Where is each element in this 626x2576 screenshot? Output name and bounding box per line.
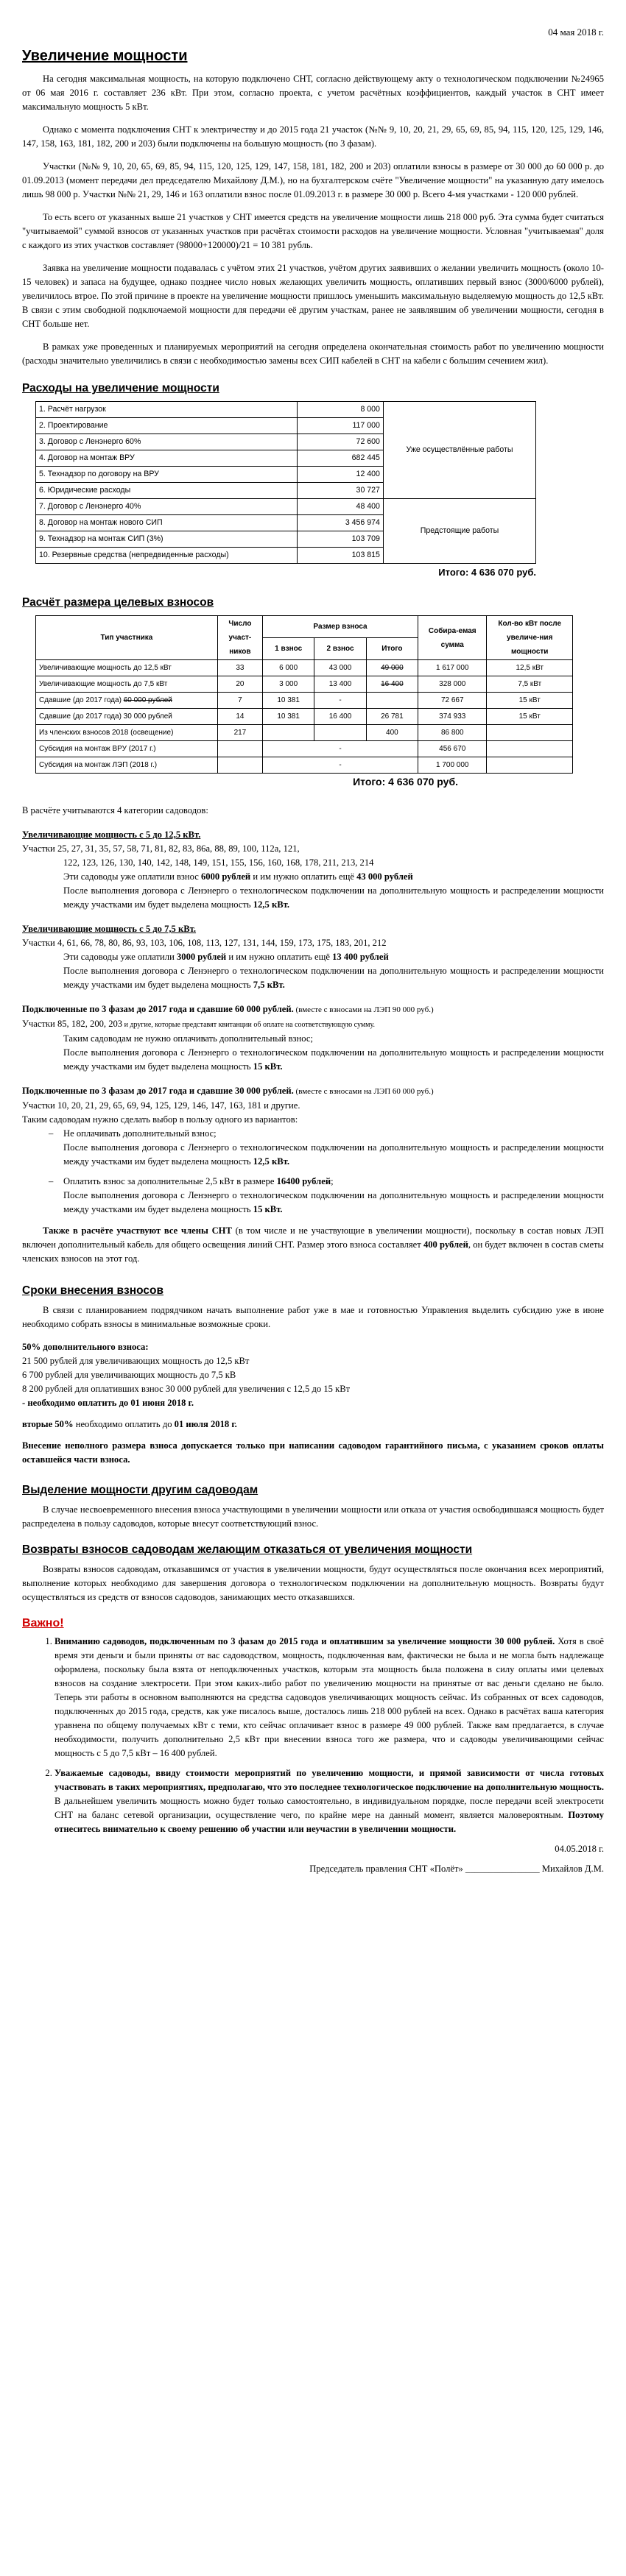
refund-paragraph: Возвраты взносов садоводам, отказавшимся от участия в увеличении мощности, будут осуществляться после окончания всех мероприятий, выполнение которых необходимо для завершения договора о технологическом подключении на дополнительную мощность. Возвраты будут осуществляться из средств от взносов садоводов, занимающих место отказавшихся. [22,1564,604,1602]
expense-value: 72 600 [297,434,383,450]
intro-paragraph-2: Однако с момента подключения СНТ к электричеству и до 2015 года 21 участок (№№ 9, 10, 20, 21, 29, 65, 69, 85, 94, 115, 120, 125, 129, 146, 147, 158, 163, 181, 182, 200 и 203) были подключены на большую мощность (по 3 фазам). [22,124,604,149]
fee-second [314,725,366,741]
col-kw: Кол-во кВт после увеличе-ния мощности [487,616,573,660]
fee-type: Сдавшие (до 2017 года) 30 000 рублей [36,709,218,725]
document-date: 04 мая 2018 г. [548,26,604,38]
fees-row [36,757,573,774]
fee-kw: 7,5 кВт [487,676,573,693]
expense-name: 8. Договор на монтаж нового СИП [36,515,298,531]
expense-value: 103 709 [297,531,383,548]
important-list [22,1635,604,1836]
fee-total: 400 [366,725,418,741]
expenses-total-value: 4 636 070 руб. [471,567,536,578]
expense-value: 117 000 [297,418,383,434]
fee-collected: 1 617 000 [418,660,487,676]
fee-kw: 15 кВт [487,693,573,709]
refund-heading: Возвраты взносов садоводам желающим отказаться от увеличения мощности [22,1543,473,1556]
category-2-after: После выполнения договора с Ленэнерго о технологическом подключении на дополнительную мощность и распределении мощности между участками им будет выделена мощность 7,5 кВт. [63,966,604,990]
fee-total: 49 000 [366,660,418,676]
fees-row [36,660,573,676]
fee-first: 3 000 [262,676,314,693]
expense-name: 4. Договор на монтаж ВРУ [36,450,298,467]
expense-name: 9. Технадзор на монтаж СИП (3%) [36,531,298,548]
fee-second: 16 400 [314,709,366,725]
intro-paragraph-6: В рамках уже проведенных и планируемых мероприятий на сегодня определена окончательная стоимость работ по увеличению мощности (расходы значительно увеличились в связи с необходимостью замены всех СИП кабелей в СНТ на кабели с большим сечением жил). [22,342,604,366]
fees-total-label: Итого: [353,776,386,788]
fee-first: 10 381 [262,693,314,709]
categories-section [22,804,604,1266]
expense-value: 48 400 [297,499,383,515]
intro-paragraph-5: Заявка на увеличение мощности подавалась с учётом этих 21 участков, учётом других заявивших о желании увеличить мощность (около 10-15 человек) и запаса на будущее, однако позднее число новых желающих увеличить мощность, оплативших первый взнос (3000/6000 рублей), увеличилось втрое. По этой причине в проекте на увеличение мощности пришлось уменьшить максимальную выделяемую мощность до 12,5 кВт. В связи с этим свободной подключаемой мощности для передачи её другим участкам, ранее не заявлявшим об увеличении мощности, сегодня в СНТ больше нет. [22,263,604,329]
deadlines-line-4: - необходимо оплатить до 01 июня 2018 г. [22,1398,194,1408]
fee-type: Увеличивающие мощность до 12,5 кВт [36,660,218,676]
intro-paragraph-3: Участки (№№ 9, 10, 20, 65, 69, 85, 94, 115, 120, 125, 129, 147, 158, 181, 182, 200 и 203) оплатили взносы в размере от 30 000 до 60 000 р. до 01.09.2013 (момент передачи дел председателю Михайлову Д.М.), но на бухгалтерском счёте "Увеличение мощности" на указанную дату имелось лишь 98 000 р. Участки №№ 21, 29, 146 и 163 оплатили взнос после 01.09.2013 г. в размере 30 000 р. Всего 4-мя участками - 120 000 рублей. [22,161,604,199]
category-1-paid: Эти садоводы уже оплатили взнос 6000 рублей и им нужно оплатить ещё 43 000 рублей [63,871,413,882]
expenses-table [35,401,536,564]
fees-row [36,693,573,709]
fee-kw [487,725,573,741]
category-3-after: После выполнения договора с Ленэнерго о технологическом подключении на дополнительную мощность и распределении мощности между участками им будет выделена мощность 15 кВт. [63,1047,604,1072]
fees-total [22,775,458,789]
expense-name: 1. Расчёт нагрузок [36,402,298,418]
category-1-after: После выполнения договора с Ленэнерго о технологическом подключении на дополнительную мощность и распределении мощности между участками им будет выделена мощность 12,5 кВт. [63,885,604,910]
fee-count: 14 [217,709,262,725]
category-2-plots: Участки 4, 61, 66, 78, 80, 86, 93, 103, 106, 108, 113, 127, 131, 144, 159, 173, 175, 183, 201, 212 [22,938,387,948]
fee-type: Сдавшие (до 2017 года) 60 000 рублей [36,693,218,709]
category-4-option-2: – Оплатить взнос за дополнительные 2,5 кВт в размере 16400 рублей; [22,1175,604,1189]
allocation-paragraph: В случае несвоевременного внесения взноса участвующими в увеличении мощности или отказа от участия освободившаяся мощность будет распределена в пользу садоводов, которые внесут соответствующий взнос. [22,1504,604,1529]
fee-first [262,725,314,741]
category-1-plots-cont: 122, 123, 126, 130, 140, 142, 148, 149, 151, 155, 156, 160, 168, 178, 211, 213, 214 [63,857,374,868]
category-3-title: Подключенные по 3 фазам до 2017 года и сдавшие 60 000 рублей. (вместе с взносами на ЛЭП 90 000 руб.) [22,1004,434,1014]
category-1-title: Увеличивающие мощность с 5 до 12,5 кВт. [22,829,201,840]
fee-second: 43 000 [314,660,366,676]
fee-collected: 86 800 [418,725,487,741]
fee-size-merged: - [262,741,418,757]
fee-kw [487,757,573,774]
expenses-total-label: Итого: [438,567,469,578]
category-4-plots: Участки 10, 20, 21, 29, 65, 69, 94, 125, 129, 146, 147, 163, 181 и другие. [22,1100,300,1111]
deadlines-half: 50% дополнительного взноса: [22,1342,149,1352]
category-1-plots: Участки 25, 27, 31, 35, 57, 58, 71, 81, 82, 83, 86а, 88, 89, 100, 112а, 121, [22,843,300,854]
col-collected: Собира-емая сумма [418,616,487,660]
expenses-row [36,499,536,515]
expenses-group-done: Уже осуществлённые работы [383,402,535,499]
expense-value: 3 456 974 [297,515,383,531]
fee-second: 13 400 [314,676,366,693]
category-3-line-1: Таким садоводам не нужно оплачивать дополнительный взнос; [63,1033,313,1044]
category-4-option-1-after: После выполнения договора с Ленэнерго о технологическом подключении на дополнительную мощность и распределении мощности между участками им будет выделена мощность 12,5 кВт. [63,1142,604,1167]
fee-first: 6 000 [262,660,314,676]
deadlines-paragraph: В связи с планированием подрядчиком начать выполнение работ уже в мае и готовностью Управления выделить субсидию уже в июне необходимо собрать взносы в минимальные возможные сроки. [22,1305,604,1329]
fee-collected: 72 667 [418,693,487,709]
fee-collected: 374 933 [418,709,487,725]
col-total: Итого [366,638,418,660]
fee-count [217,757,262,774]
expenses-total [22,565,536,579]
signature-line: Председатель правления СНТ «Полёт» ________________ Михайлов Д.М. [309,1864,604,1874]
fee-type: Субсидия на монтаж ВРУ (2017 г.) [36,741,218,757]
fee-count: 33 [217,660,262,676]
fee-collected: 328 000 [418,676,487,693]
fee-count: 7 [217,693,262,709]
expense-value: 682 445 [297,450,383,467]
fee-collected: 456 670 [418,741,487,757]
col-fee1: 1 взнос [262,638,314,660]
expenses-row [36,402,536,418]
important-note-2: 2. Уважаемые садоводы, ввиду стоимости мероприятий по увеличению мощности, и прямой зависимости от числа готовых участвовать в таких мероприятиях, предполагаю, что это последнее технологическое подключение на дополнительную мощность. В дальнейшем увеличить мощность можно будет только самостоятельно, в индивидуальном порядке, после передачи всей электросети СНТ на баланс сетевой организации, осуществление чего, по крайне мере на данный момент, является маловероятным. Поэтому отнеситесь внимательно к своему решению об участии или неучастии в увеличении мощности. [54,1766,604,1836]
deadlines-line-2: 6 700 рублей для увеличивающих мощность до 7,5 кВ [22,1370,236,1380]
fee-kw [487,741,573,757]
intro-paragraph-1: На сегодня максимальная мощность, на которую подключено СНТ, согласно действующему акту о технологическом подключении №24965 от 06 мая 2016 г. составляет 236 кВт. При этом, согласно проекта, с учетом расчётных коэффициентов, каждый участок в СНТ имеет максимальную мощность 5 кВт. [22,74,604,112]
allocation-heading: Выделение мощности другим садоводам [22,1484,259,1496]
expense-name: 6. Юридические расходы [36,483,298,499]
fees-total-value: 4 636 070 руб. [388,776,458,788]
category-2-title: Увеличивающие мощность с 5 до 7,5 кВт. [22,924,197,934]
fees-row [36,676,573,693]
document-page [22,0,604,1876]
fees-row [36,725,573,741]
deadlines-line-1: 21 500 рублей для увеличивающих мощность до 12,5 кВт [22,1356,250,1366]
category-4-option-2-after: После выполнения договора с Ленэнерго о технологическом подключении на дополнительную мощность и распределении мощности между участками им будет выделена мощность 15 кВт. [63,1190,604,1214]
fee-size-merged: - [262,757,418,774]
deadlines-second: вторые 50% необходимо оплатить до 01 июля 2018 г. [22,1419,237,1429]
expense-value: 30 727 [297,483,383,499]
fees-row [36,709,573,725]
col-size: Размер взноса [262,616,418,638]
category-3-plots: Участки 85, 182, 200, 203 и другие, которые представят квитанции об оплате на соответствующую сумму. [22,1019,376,1029]
fee-type: Субсидия на монтаж ЛЭП (2018 г.) [36,757,218,774]
lighting-fee-note: Также в расчёте участвуют все члены СНТ (в том числе и не участвующие в увеличении мощности), поскольку в состав новых ЛЭП включен дополнительный кабель для общего освещения линий СНТ. Размер этого взноса составляет 400 рублей, он будет включен в состав сметы членских взносов на этот год. [22,1225,605,1264]
expense-name: 3. Договор с Ленэнерго 60% [36,434,298,450]
fee-total: 16 400 [366,676,418,693]
fee-count: 20 [217,676,262,693]
expense-name: 5. Технадзор по договору на ВРУ [36,467,298,483]
categories-intro: В расчёте учитываются 4 категории садоводов: [22,805,208,815]
category-4-option-1: – Не оплачивать дополнительный взнос; [22,1127,604,1141]
fee-kw: 15 кВт [487,709,573,725]
expense-name: 7. Договор с Ленэнерго 40% [36,499,298,515]
page-title: Увеличение мощности [22,48,188,64]
fee-kw: 12,5 кВт [487,660,573,676]
intro-paragraph-4: То есть всего от указанных выше 21 участков у СНТ имеется средств на увеличение мощности лишь 218 000 руб. Эта сумма будет считаться "учитываемой" суммой взносов от указанных участков при расчётах стоимости расходов на увеличение мощности. Условная "учитываемая" доля с каждого из этих участков составляет (98000+120000)/21 = 10 381 рубль. [22,212,604,250]
col-count: Число участ-ников [217,616,262,660]
fee-total: 26 781 [366,709,418,725]
closing-date: 04.05.2018 г. [555,1844,604,1854]
fee-second: - [314,693,366,709]
important-note-1: 1. Вниманию садоводов, подключенным по 3 фазам до 2015 года и оплатившим за увеличение мощности 30 000 рублей. Хотя в своё время эти деньги и были приняты от вас садоводством, мощность, подключенная вам, фактически не была и не могла быть надлежаще оформлена, поскольку была взята от неподключенных участков, которым эта мощность была положена в силу оплаты ими целевых взносов на создание электросети. При этом каких-либо работ по увеличению мощности на принятые от вас деньги сделано не было. Теперь эти работы в основном выполняются на средства садоводов увеличивающих мощность сейчас. Из собранных от всех садоводов, подключенных до 2015 года, средств, как уже писалось выше, досталось лишь 218 000 рублей на всех. Однако в расчётах ваша категория уравнена по общему получаемых кВт с теми, кто сейчас оплачивает взнос в размере 49 000 рублей. Также вам предлагается, в случае необходимости, получить дополнительно 2,5 кВт при внесении взноса того же размера, что и садоводы увеличивающими сейчас мощность с 5 до 7,5 кВт – 16 400 рублей. [54,1635,604,1761]
fees-table [35,615,573,774]
fee-count [217,741,262,757]
fees-heading: Расчёт размера целевых взносов [22,596,214,609]
fee-count: 217 [217,725,262,741]
expenses-heading: Расходы на увеличение мощности [22,382,219,394]
category-2-paid: Эти садоводы уже оплатили 3000 рублей и им нужно оплатить ещё 13 400 рублей [63,952,389,962]
expense-value: 103 815 [297,548,383,564]
category-4-title: Подключенные по 3 фазам до 2017 года и сдавшие 30 000 рублей. (вместе с взносами на ЛЭП 60 000 руб.) [22,1086,434,1096]
fee-collected: 1 700 000 [418,757,487,774]
fee-total [366,693,418,709]
deadlines-line-3: 8 200 рублей для оплативших взнос 30 000 рублей для увеличения с 12,5 до 15 кВт [22,1384,351,1394]
expense-value: 12 400 [297,467,383,483]
col-fee2: 2 взнос [314,638,366,660]
deadlines-partial: Внесение неполного размера взноса допускается только при написании садоводом гарантийного письма, с указанием сроков оплаты оставшейся части взноса. [22,1440,604,1465]
expense-name: 10. Резервные средства (непредвиденные расходы) [36,548,298,564]
fees-row [36,741,573,757]
fee-first: 10 381 [262,709,314,725]
fee-type: Из членских взносов 2018 (освещение) [36,725,218,741]
category-4-choice: Таким садоводам нужно сделать выбор в пользу одного из вариантов: [22,1114,298,1125]
col-type: Тип участника [36,616,218,660]
fee-type: Увеличивающие мощность до 7,5 кВт [36,676,218,693]
important-heading: Важно! [22,1617,64,1630]
expense-value: 8 000 [297,402,383,418]
deadlines-heading: Сроки внесения взносов [22,1284,163,1297]
expenses-group-planned: Предстоящие работы [383,499,535,564]
expense-name: 2. Проектирование [36,418,298,434]
